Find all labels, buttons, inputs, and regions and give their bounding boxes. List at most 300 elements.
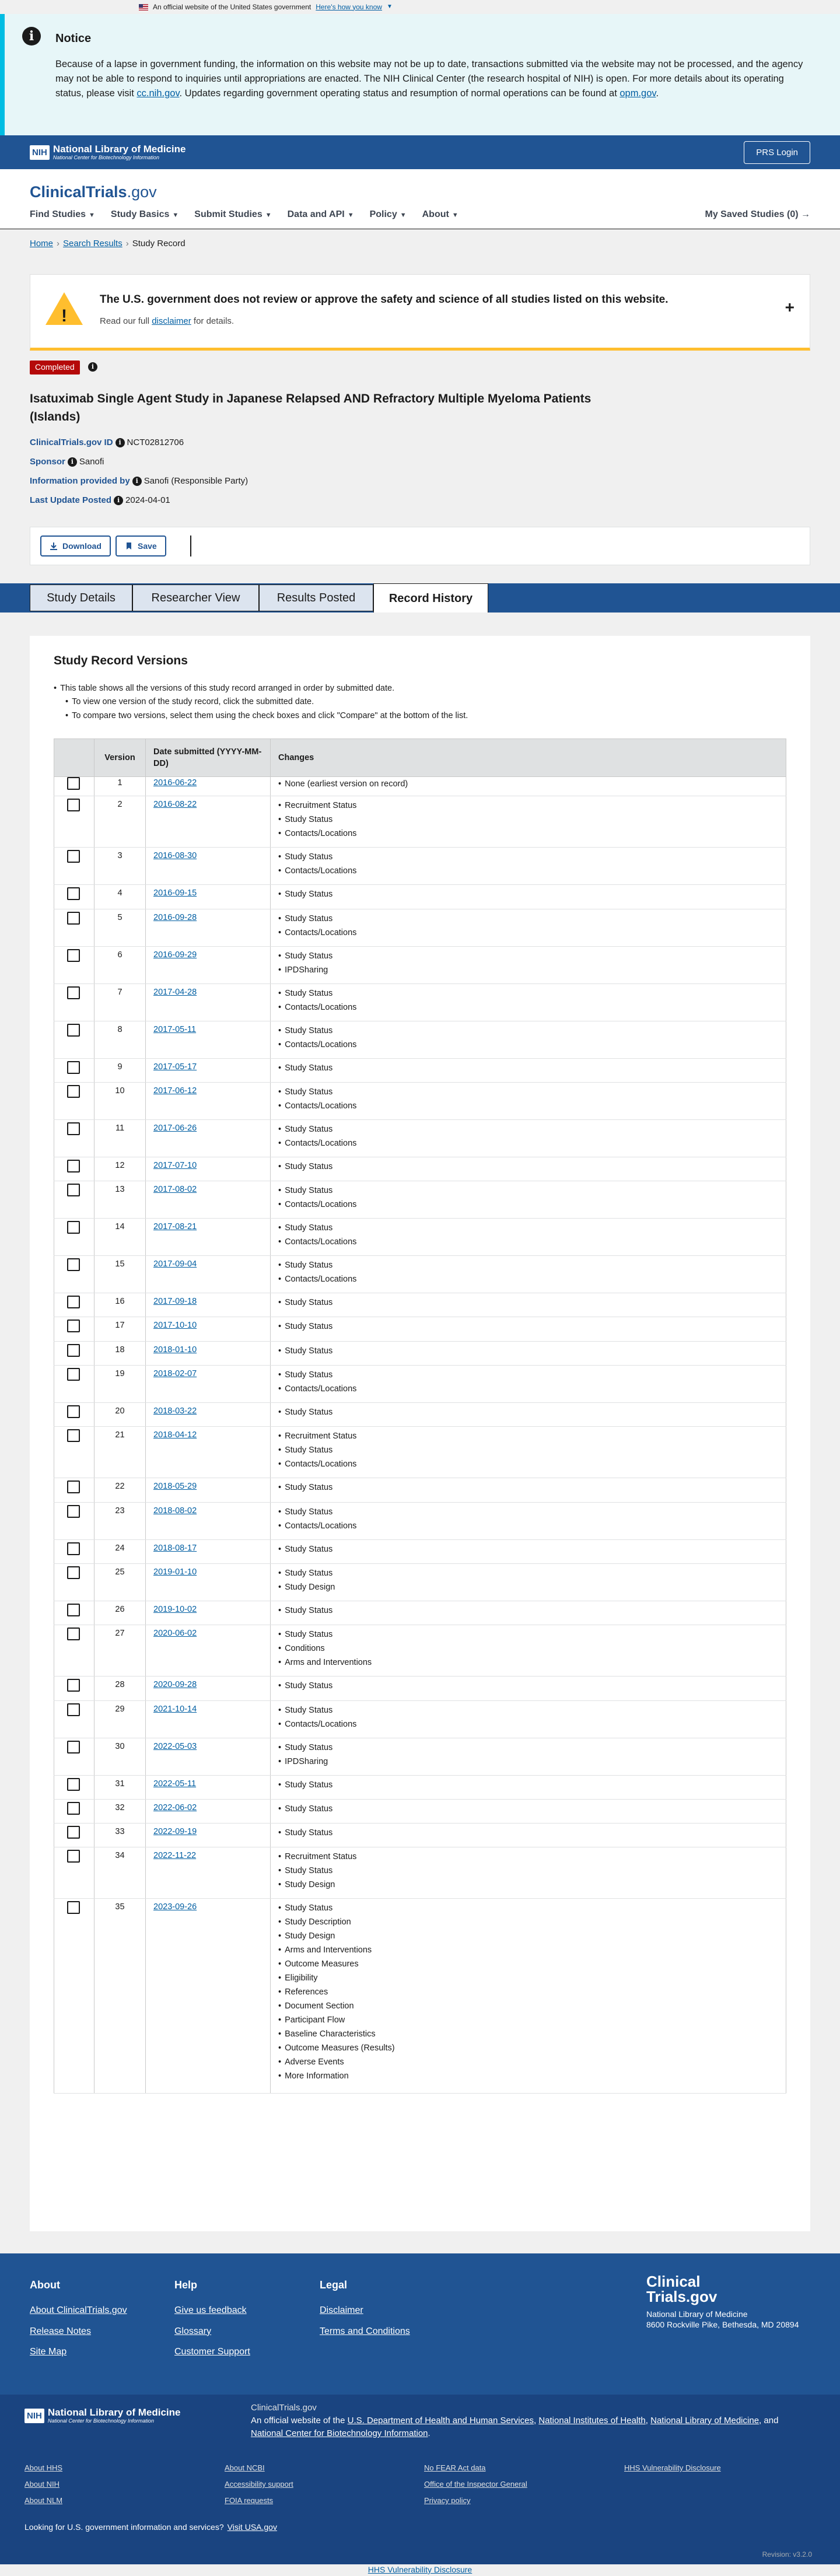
table-row <box>54 1775 786 1799</box>
changes-list <box>278 986 778 1014</box>
versions-intro: • This table shows all the versions of this study record arranged in order by submitted date. • To view one version of the study record, click the submitted date. • To compare two versions, select them using the check boxes and click "Compare" at the bottom of the list. <box>54 682 468 723</box>
record-tabs <box>0 583 840 612</box>
hhs-vulnerability-bottom: HHS Vulnerability Disclosure <box>0 2564 840 2576</box>
nlm-link[interactable]: National Library of Medicine <box>650 2416 760 2426</box>
table-row <box>54 1082 786 1119</box>
change-item: • Study Status <box>278 1024 778 1038</box>
change-item: • Participant Flow <box>278 2013 778 2027</box>
version-date-link[interactable]: 2019-10-02 <box>153 1604 197 1614</box>
version-date-link[interactable]: 2022-05-03 <box>153 1741 197 1751</box>
version-number: 24 <box>94 1539 146 1563</box>
changes-list <box>278 850 778 878</box>
version-date-link[interactable]: 2016-09-28 <box>153 912 197 922</box>
changes-list <box>278 887 778 901</box>
compare-checkbox[interactable] <box>67 850 80 863</box>
changes-list <box>278 1566 778 1594</box>
warning-mark: ! <box>61 306 67 326</box>
change-item: • IPDSharing <box>278 1755 778 1769</box>
change-item: • Contacts/Locations <box>278 1198 778 1212</box>
change-item: • Study Status <box>278 1826 778 1840</box>
change-item: • Contacts/Locations <box>278 1099 778 1113</box>
version-date-link[interactable]: 2022-11-22 <box>153 1851 197 1861</box>
table-row <box>54 1563 786 1601</box>
table-row <box>54 984 786 1021</box>
compare-checkbox[interactable] <box>67 1778 80 1791</box>
compare-checkbox[interactable] <box>67 1085 80 1098</box>
version-date-link[interactable]: 2023-09-26 <box>153 1902 197 1912</box>
version-date-link[interactable]: 2017-09-04 <box>153 1259 197 1269</box>
compare-checkbox[interactable] <box>67 949 80 962</box>
change-item: • Contacts/Locations <box>278 1272 778 1286</box>
version-number: 21 <box>94 1427 146 1478</box>
change-item: • Conditions <box>278 1642 778 1656</box>
version-number: 32 <box>94 1799 146 1823</box>
nlm-bar <box>0 135 840 169</box>
change-item: • IPDSharing <box>278 963 778 977</box>
version-number: 20 <box>94 1403 146 1427</box>
tab-researcher-view[interactable]: Researcher View <box>132 584 259 611</box>
prs-login-button[interactable]: PRS Login <box>744 141 810 164</box>
change-item: • Baseline Characteristics <box>278 2027 778 2041</box>
table-row <box>54 777 786 796</box>
change-item: • Contacts/Locations <box>278 827 778 841</box>
notice-body: Because of a lapse in government funding, the information on this website may not be up to date, transactions submitted via the website may not be processed, and the agency may not be able to respond to inquiries until appropriations are enacted. The NIH Clinical Center (the research hospital of NIH) is open. For more details about its operating status, please visit cc.nih.gov. Updates regarding government operating status and resumption of normal operations can be found at opm.gov. <box>55 59 803 99</box>
site-header <box>0 169 840 229</box>
info-icon[interactable]: i <box>68 457 77 467</box>
changes-list <box>278 912 778 940</box>
compare-checkbox[interactable] <box>67 1160 80 1172</box>
version-date-link[interactable]: 2018-05-29 <box>153 1482 197 1492</box>
change-item: • Study Design <box>278 1929 778 1943</box>
version-number: 22 <box>94 1478 146 1502</box>
version-number: 5 <box>94 909 146 946</box>
version-number: 33 <box>94 1824 146 1847</box>
version-date-link[interactable]: 2017-04-28 <box>153 987 197 997</box>
version-date-link[interactable]: 2018-08-02 <box>153 1506 197 1516</box>
version-date-link[interactable]: 2018-02-07 <box>153 1369 197 1379</box>
table-row <box>54 946 786 984</box>
compare-checkbox[interactable] <box>67 1024 80 1037</box>
record-versions-card <box>30 636 810 2231</box>
compare-checkbox[interactable] <box>67 1405 80 1418</box>
version-date-link[interactable]: 2017-07-10 <box>153 1160 197 1170</box>
version-date-link[interactable]: 2017-05-17 <box>153 1062 197 1072</box>
changes-list <box>278 1320 778 1334</box>
change-item: • Study Status <box>278 1258 778 1272</box>
changes-list <box>278 777 778 791</box>
compare-checkbox[interactable] <box>67 1850 80 1863</box>
version-number: 14 <box>94 1219 146 1256</box>
table-row <box>54 1293 786 1317</box>
change-item: • Study Status <box>278 1085 778 1099</box>
saved-studies-link[interactable]: My Saved Studies (0) → <box>705 209 810 219</box>
info-icon[interactable]: i <box>116 438 125 447</box>
version-date-link[interactable]: 2016-06-22 <box>153 778 197 788</box>
changes-list <box>278 1122 778 1150</box>
table-row <box>54 1502 786 1539</box>
divider <box>190 536 191 556</box>
change-item: • Outcome Measures (Results) <box>278 2041 778 2055</box>
version-date-link[interactable]: 2016-08-30 <box>153 851 197 861</box>
change-item: • Study Status <box>278 1778 778 1792</box>
version-number: 1 <box>94 777 146 796</box>
nlm-logo[interactable] <box>30 144 186 161</box>
change-item: • Contacts/Locations <box>278 1235 778 1249</box>
compare-checkbox[interactable] <box>67 1296 80 1308</box>
table-row <box>54 1058 786 1082</box>
breadcrumb-current: Study Record <box>132 239 186 249</box>
changes-list <box>278 1184 778 1212</box>
nav-policy[interactable]: Policy ▼ <box>369 209 407 219</box>
nav-study-basics[interactable]: Study Basics ▼ <box>110 209 179 219</box>
disclaimer-title: The U.S. government does not review or approve the safety and science of all studies listed on this website. <box>100 293 668 306</box>
table-row <box>54 1219 786 1256</box>
official-site-text: ClinicalTrials.gov An official website of the U.S. Department of Health and Human Services, National Institutes of Health, National Library of Medicine, and National Center for Biotechnology Information. <box>251 2403 779 2438</box>
version-number: 17 <box>94 1317 146 1341</box>
version-number: 4 <box>94 885 146 909</box>
footer-logo-block: Clinical Trials.gov National Library of Medicine 8600 Rockville Pike, Bethesda, MD 20894 <box>646 2273 799 2329</box>
version-date-link[interactable]: 2022-09-19 <box>153 1827 197 1837</box>
study-title: Isatuximab Single Agent Study in Japanese Relapsed AND Refractory Multiple Myeloma Patients (Islands) <box>30 392 592 424</box>
version-number: 18 <box>94 1341 146 1365</box>
compare-checkbox[interactable] <box>67 1802 80 1815</box>
breadcrumb-search-results[interactable]: Search Results <box>63 239 123 249</box>
compare-checkbox[interactable] <box>67 1741 80 1754</box>
versions-table <box>54 738 786 2094</box>
info-icon[interactable]: i <box>132 477 142 486</box>
version-number: 2 <box>94 796 146 848</box>
change-item: • Study Status <box>278 1505 778 1519</box>
usa-gov-link[interactable]: Visit USA.gov <box>227 2522 277 2532</box>
version-date-link[interactable]: 2021-10-14 <box>153 1704 197 1714</box>
info-icon[interactable]: i <box>88 362 97 372</box>
expand-plus-icon[interactable]: + <box>785 298 794 316</box>
changes-list <box>278 1505 778 1533</box>
change-item: • Contacts/Locations <box>278 1519 778 1533</box>
change-item: • Contacts/Locations <box>278 864 778 878</box>
compare-checkbox[interactable] <box>67 1628 80 1640</box>
tab-record-history[interactable]: Record History <box>373 583 488 612</box>
compare-checkbox[interactable] <box>67 887 80 900</box>
changes-list <box>278 1258 778 1286</box>
footer-link[interactable]: Release Notes <box>30 2326 91 2336</box>
table-row <box>54 1847 786 1899</box>
version-number: 26 <box>94 1601 146 1625</box>
nav-find-studies[interactable]: Find Studies ▼ <box>30 209 95 219</box>
version-date-link[interactable]: 2017-08-21 <box>153 1222 197 1232</box>
notice-title: Notice <box>55 32 92 45</box>
ncbi-link[interactable]: National Center for Biotechnology Information <box>251 2428 428 2438</box>
compare-checkbox[interactable] <box>67 1429 80 1442</box>
changes-list <box>278 949 778 977</box>
version-date-link[interactable]: 2018-03-22 <box>153 1406 197 1416</box>
breadcrumb: Home › Search Results › Study Record <box>30 239 186 249</box>
table-row <box>54 1676 786 1700</box>
change-item: • Document Section <box>278 1999 778 2013</box>
changes-list <box>278 799 778 841</box>
table-row <box>54 909 786 946</box>
change-item: • References <box>278 1985 778 1999</box>
change-item: • Study Status <box>278 1443 778 1457</box>
footer-links-col2: About NCBI Accessibility support FOIA requests <box>225 2463 293 2505</box>
version-date-link[interactable]: 2022-06-02 <box>153 1803 197 1812</box>
version-number: 3 <box>94 848 146 885</box>
usa-gov-row: Looking for U.S. government information and services? Visit USA.gov <box>24 2522 277 2532</box>
notice-alert <box>0 14 840 135</box>
table-row <box>54 1625 786 1676</box>
version-date-link[interactable]: 2017-08-02 <box>153 1185 197 1195</box>
table-row <box>54 885 786 909</box>
compare-checkbox[interactable] <box>67 1122 80 1135</box>
compare-checkbox[interactable] <box>67 1368 80 1381</box>
version-date-link[interactable]: 2018-04-12 <box>153 1430 197 1440</box>
compare-checkbox[interactable] <box>67 1221 80 1234</box>
versions-title: Study Record Versions <box>54 654 188 667</box>
compare-checkbox[interactable] <box>67 986 80 999</box>
col-changes: Changes <box>271 739 786 777</box>
version-number: 15 <box>94 1256 146 1293</box>
disclaimer-link[interactable]: disclaimer <box>152 316 191 326</box>
version-date-link[interactable]: 2018-08-17 <box>153 1543 197 1553</box>
change-item: • Contacts/Locations <box>278 1382 778 1396</box>
table-row <box>54 796 786 848</box>
change-item: • Study Status <box>278 1741 778 1755</box>
footer-link[interactable]: Terms and Conditions <box>320 2326 410 2336</box>
version-number: 25 <box>94 1563 146 1601</box>
version-number: 29 <box>94 1700 146 1738</box>
change-item: • Contacts/Locations <box>278 1038 778 1052</box>
changes-list <box>278 1296 778 1310</box>
table-row <box>54 1119 786 1157</box>
gov-banner <box>0 0 840 14</box>
version-date-link[interactable]: 2020-06-02 <box>153 1629 197 1639</box>
changes-list <box>278 1741 778 1769</box>
footer-link[interactable]: About ClinicalTrials.gov <box>30 2305 127 2316</box>
table-row <box>54 1824 786 1847</box>
chevron-down-icon: ▼ <box>347 212 354 219</box>
change-item: • Recruitment Status <box>278 799 778 813</box>
col-date: Date submitted (YYYY-MM-DD) <box>146 739 271 777</box>
change-item: • Study Design <box>278 1878 778 1892</box>
compare-checkbox[interactable] <box>67 1505 80 1518</box>
change-item: • Eligibility <box>278 1971 778 1985</box>
last-update-row: Last Update Posted i 2024-04-01 <box>30 495 170 505</box>
change-item: • Study Status <box>278 1901 778 1915</box>
change-item: • Outcome Measures <box>278 1957 778 1971</box>
changes-list <box>278 1221 778 1249</box>
change-item: • Study Status <box>278 1221 778 1235</box>
action-bar <box>30 527 810 565</box>
change-item: • Study Status <box>278 1703 778 1717</box>
nih-link[interactable]: National Institutes of Health <box>538 2416 646 2426</box>
provided-by-row: Information provided by i Sanofi (Responsible Party) <box>30 476 249 486</box>
version-number: 34 <box>94 1847 146 1899</box>
nav-about[interactable]: About ▼ <box>422 209 459 219</box>
change-item: • Study Status <box>278 1679 778 1693</box>
version-number: 31 <box>94 1775 146 1799</box>
footer-link[interactable]: Give us feedback <box>174 2305 247 2316</box>
version-date-link[interactable]: 2016-09-15 <box>153 888 197 898</box>
info-icon[interactable]: i <box>114 496 123 505</box>
version-number: 23 <box>94 1502 146 1539</box>
change-item: • Study Status <box>278 1184 778 1198</box>
compare-checkbox[interactable] <box>67 1480 80 1493</box>
version-number: 30 <box>94 1738 146 1775</box>
compare-checkbox[interactable] <box>67 1320 80 1332</box>
change-item: • Study Status <box>278 912 778 926</box>
footer-link[interactable]: Customer Support <box>174 2346 250 2357</box>
compare-checkbox[interactable] <box>67 1826 80 1839</box>
table-row <box>54 848 786 885</box>
changes-list <box>278 1429 778 1471</box>
changes-list <box>278 1480 778 1494</box>
compare-checkbox[interactable] <box>67 1184 80 1196</box>
change-item: • Study Status <box>278 850 778 864</box>
disclaimer-sub: Read our full disclaimer for details. <box>100 316 235 326</box>
table-row <box>54 1799 786 1823</box>
version-number: 9 <box>94 1058 146 1082</box>
change-item: • Arms and Interventions <box>278 1943 778 1957</box>
change-item: • Contacts/Locations <box>278 1717 778 1731</box>
version-number: 13 <box>94 1181 146 1219</box>
changes-list <box>278 1901 778 2083</box>
table-row <box>54 1478 786 1502</box>
footer-about: About About ClinicalTrials.gov Release Notes Site Map <box>30 2278 127 2366</box>
save-button[interactable]: Save <box>116 536 166 556</box>
changes-list <box>278 1802 778 1816</box>
changes-list <box>278 1604 778 1618</box>
breadcrumb-home[interactable]: Home <box>30 239 54 249</box>
table-row <box>54 1181 786 1219</box>
table-row <box>54 1366 786 1403</box>
change-item: • Study Status <box>278 1864 778 1878</box>
compare-checkbox[interactable] <box>67 1901 80 1914</box>
footer-top <box>0 2253 840 2395</box>
compare-checkbox[interactable] <box>67 1703 80 1716</box>
changes-list <box>278 1850 778 1892</box>
table-row <box>54 1403 786 1427</box>
download-icon <box>50 542 58 550</box>
version-date-link[interactable]: 2017-06-26 <box>153 1123 197 1133</box>
compare-checkbox[interactable] <box>67 1566 80 1579</box>
change-item: • Study Status <box>278 1320 778 1334</box>
table-row <box>54 1601 786 1625</box>
version-date-link[interactable]: 2017-09-18 <box>153 1297 197 1307</box>
hhs-link[interactable]: U.S. Department of Health and Human Services <box>347 2416 534 2426</box>
table-row <box>54 1427 786 1478</box>
change-item: • Contacts/Locations <box>278 1136 778 1150</box>
footer-help: Help Give us feedback Glossary Customer Support <box>174 2278 250 2366</box>
version-number: 12 <box>94 1157 146 1181</box>
compare-checkbox[interactable] <box>67 912 80 925</box>
disclaimer-accordion[interactable] <box>30 274 810 351</box>
version-date-link[interactable]: 2016-09-29 <box>153 950 197 960</box>
compare-checkbox[interactable] <box>67 1061 80 1074</box>
changes-list <box>278 1628 778 1670</box>
table-row <box>54 1157 786 1181</box>
table-row <box>54 1341 786 1365</box>
change-item: • Arms and Interventions <box>278 1656 778 1670</box>
footer-links-col3: No FEAR Act data Office of the Inspector General Privacy policy <box>424 2463 527 2505</box>
chevron-down-icon: ▼ <box>400 212 407 219</box>
table-row <box>54 1256 786 1293</box>
chevron-down-icon: ▼ <box>172 212 179 219</box>
change-item: • Study Status <box>278 1296 778 1310</box>
chevron-down-icon: ▼ <box>452 212 459 219</box>
version-number: 6 <box>94 946 146 984</box>
version-number: 27 <box>94 1625 146 1676</box>
version-date-link[interactable]: 2019-01-10 <box>153 1567 197 1577</box>
gov-banner-text: An official website of the United States government <box>153 2 312 11</box>
footer-links-col4: HHS Vulnerability Disclosure <box>624 2463 721 2472</box>
clinicaltrials-logo[interactable]: ClinicalTrials.gov <box>30 183 157 201</box>
changes-list <box>278 1160 778 1174</box>
version-date-link[interactable]: 2017-10-10 <box>153 1321 197 1331</box>
changes-list <box>278 1405 778 1419</box>
compare-checkbox[interactable] <box>67 1679 80 1692</box>
change-item: • Study Status <box>278 986 778 1000</box>
footer-legal: Legal Disclaimer Terms and Conditions <box>320 2278 410 2346</box>
compare-checkbox[interactable] <box>67 1542 80 1555</box>
table-row <box>54 1899 786 2094</box>
compare-checkbox[interactable] <box>67 1344 80 1357</box>
tab-results-posted[interactable]: Results Posted <box>259 584 373 611</box>
version-date-link[interactable]: 2018-01-10 <box>153 1345 197 1354</box>
compare-checkbox[interactable] <box>67 1604 80 1616</box>
change-item: • Study Status <box>278 1566 778 1580</box>
table-row <box>54 1021 786 1058</box>
tab-study-details[interactable]: Study Details <box>30 584 132 611</box>
version-date-link[interactable]: 2017-05-11 <box>153 1024 197 1034</box>
version-number: 10 <box>94 1082 146 1119</box>
change-item: • Study Status <box>278 1604 778 1618</box>
change-item: • Study Status <box>278 1628 778 1642</box>
compare-checkbox[interactable] <box>67 777 80 790</box>
version-date-link[interactable]: 2022-05-11 <box>153 1779 197 1788</box>
version-date-link[interactable]: 2020-09-28 <box>153 1680 197 1690</box>
change-item: • Study Status <box>278 1802 778 1816</box>
change-item: • Study Status <box>278 1122 778 1136</box>
footer-link[interactable]: Disclaimer <box>320 2305 363 2316</box>
change-item: • Study Status <box>278 1542 778 1556</box>
change-item: • Adverse Events <box>278 2055 778 2069</box>
opm-link[interactable]: opm.gov <box>620 88 656 99</box>
chevron-down-icon[interactable]: ▼ <box>386 4 393 10</box>
heres-how-link[interactable]: Here's how you know <box>316 2 382 11</box>
version-date-link[interactable]: 2016-08-22 <box>153 800 197 810</box>
nav-submit-studies[interactable]: Submit Studies ▼ <box>194 209 272 219</box>
changes-list <box>278 1679 778 1693</box>
nav-data-api[interactable]: Data and API ▼ <box>287 209 354 219</box>
changes-list <box>278 1826 778 1840</box>
download-button[interactable]: Download <box>40 536 111 556</box>
version-date-link[interactable]: 2017-06-12 <box>153 1086 197 1096</box>
compare-checkbox[interactable] <box>67 799 80 811</box>
changes-list <box>278 1542 778 1556</box>
revision-text: Revision: v3.2.0 <box>762 2550 812 2558</box>
version-number: 8 <box>94 1021 146 1058</box>
compare-checkbox[interactable] <box>67 1258 80 1271</box>
version-number: 7 <box>94 984 146 1021</box>
nlm-footer-logo[interactable]: NIH National Library of Medicine National Center for Biotechnology Information <box>24 2407 181 2424</box>
footer-link[interactable]: Site Map <box>30 2346 67 2357</box>
footer-link[interactable]: Glossary <box>174 2326 212 2336</box>
chevron-down-icon: ▼ <box>265 212 272 219</box>
cc-nih-link[interactable]: cc.nih.gov <box>136 88 180 99</box>
nih-logo: NIH <box>30 145 50 160</box>
change-item: • Contacts/Locations <box>278 1457 778 1471</box>
table-row <box>54 1700 786 1738</box>
